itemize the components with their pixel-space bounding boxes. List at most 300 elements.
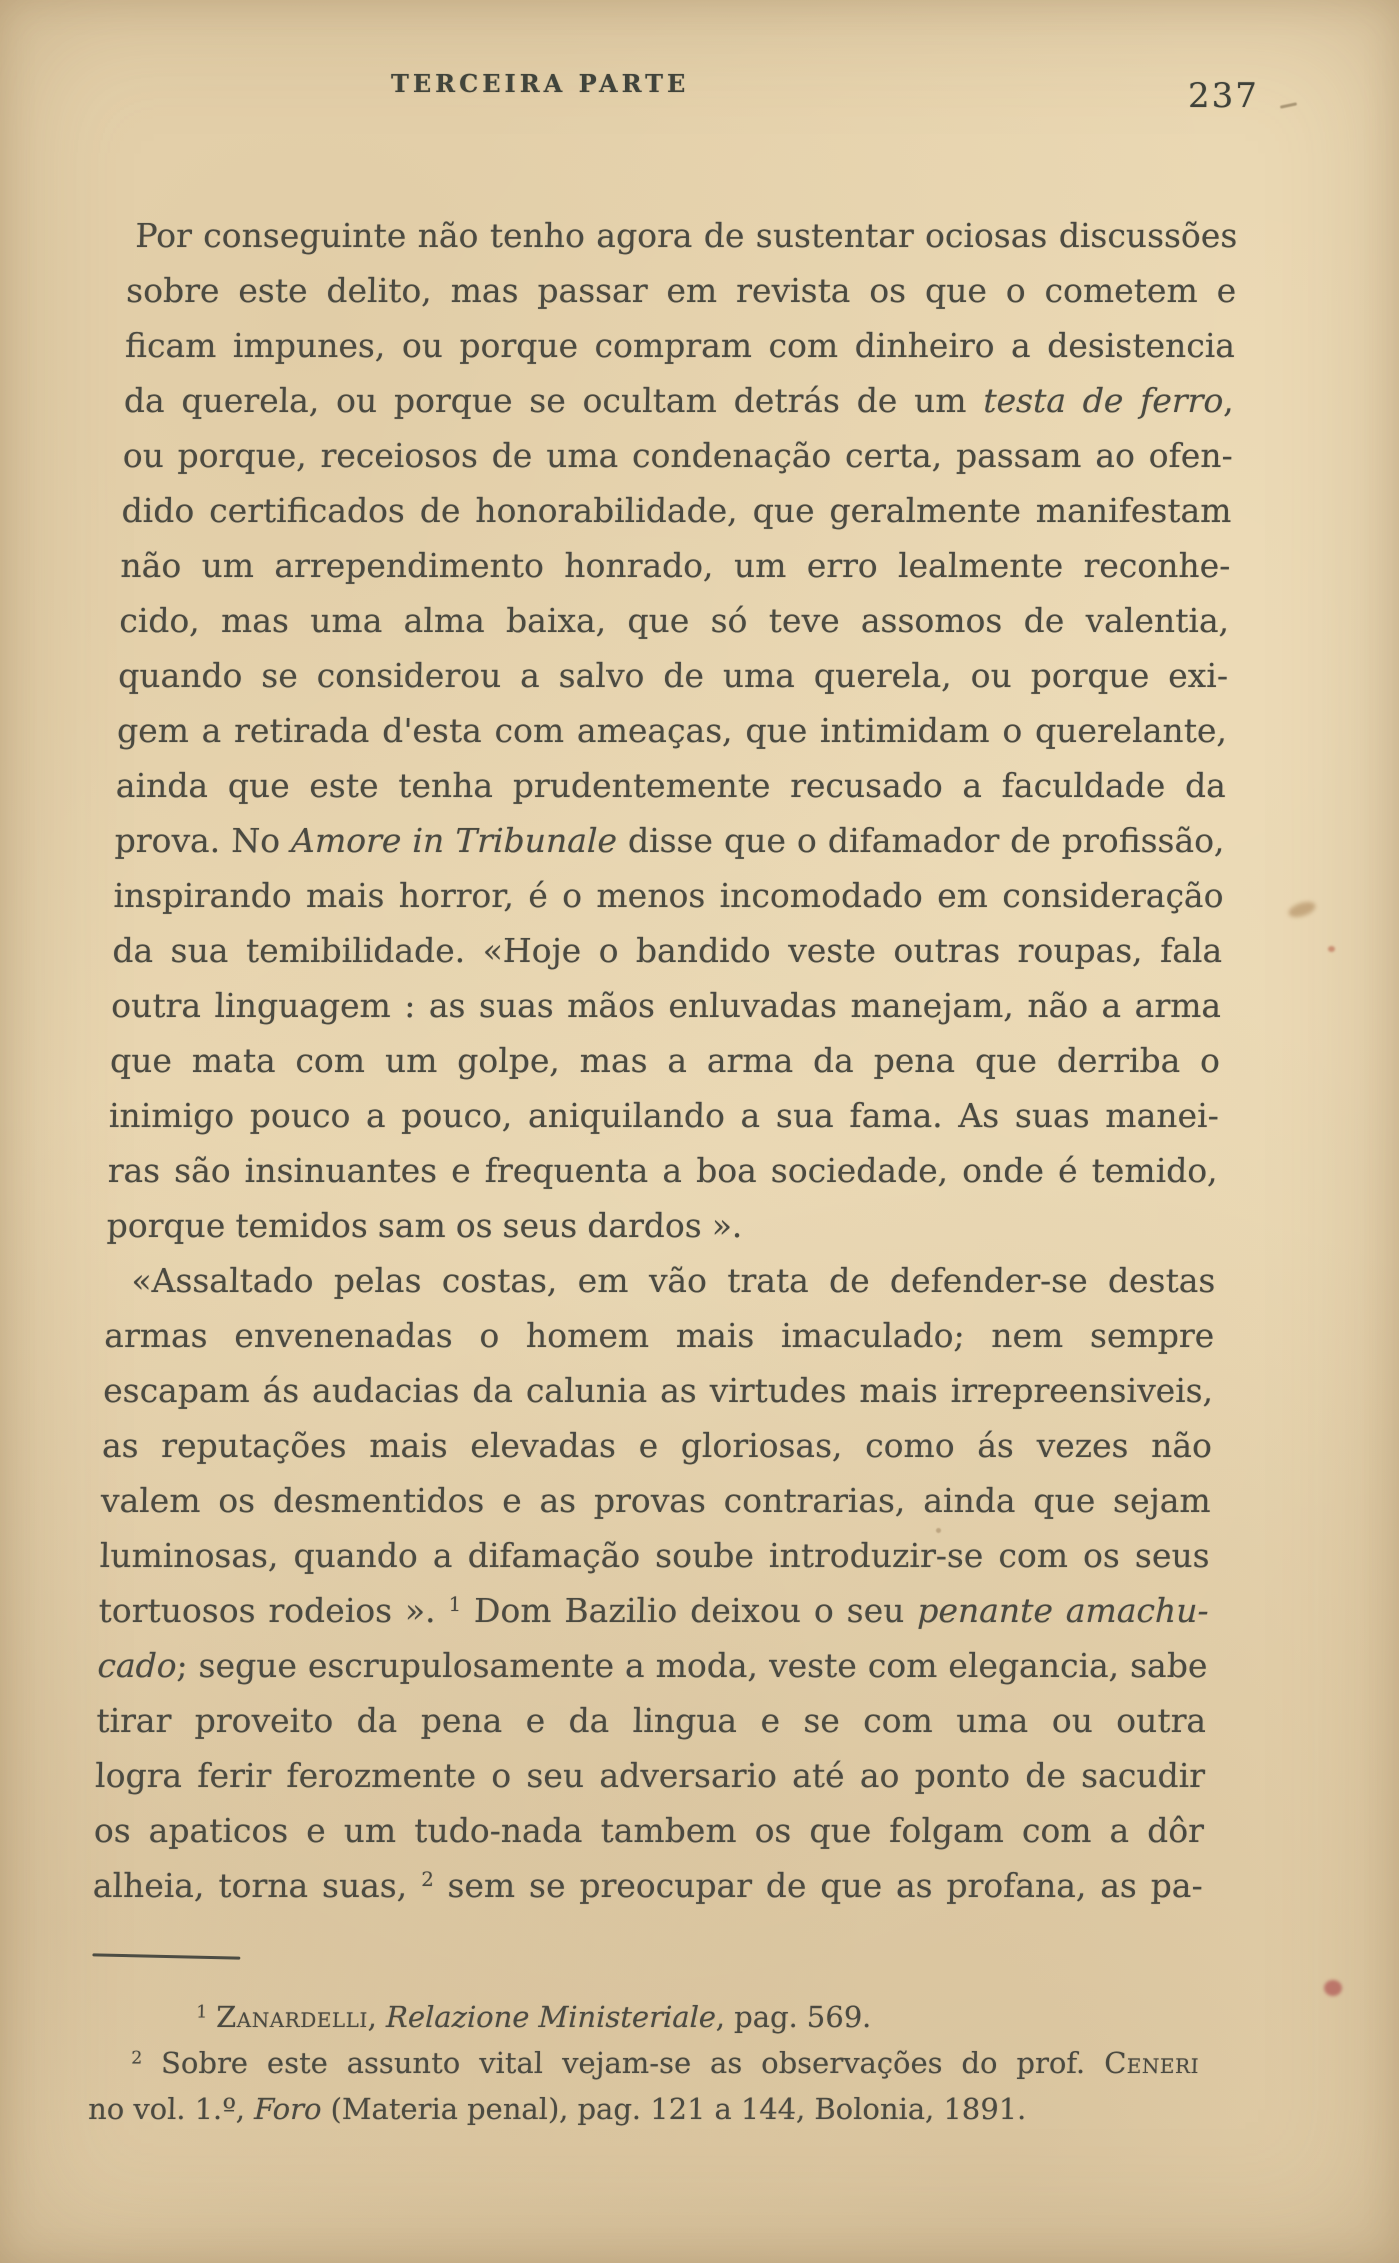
word: seu [846, 1591, 905, 1630]
word: os [93, 1811, 132, 1850]
word: honorabilidade, [474, 491, 739, 530]
word: profissão, [1061, 821, 1226, 860]
word: 1.º, [194, 2092, 246, 2126]
word: o [1002, 711, 1023, 750]
word: frequenta [484, 1151, 649, 1190]
word: : [403, 986, 416, 1025]
word: veste [768, 1646, 858, 1685]
word: dinheiro [854, 326, 996, 365]
footnote-separator [92, 1953, 240, 1959]
word: só [710, 601, 748, 640]
word: certificados [208, 491, 406, 530]
word: gem [116, 711, 190, 750]
word: mata [191, 1041, 277, 1080]
word: trata [726, 1261, 810, 1300]
word: sempre [1089, 1316, 1215, 1355]
word: sabe [1129, 1646, 1208, 1685]
word: observações [760, 2046, 943, 2080]
word: horror, [398, 876, 515, 915]
word: uma [309, 601, 383, 640]
word: reputações [160, 1426, 348, 1465]
word: certa, [844, 436, 943, 475]
word: consideração [1001, 876, 1225, 915]
word: costas, [441, 1261, 558, 1300]
word: impunes, [232, 326, 386, 365]
text-line [100, 1473, 1211, 1528]
word: a [740, 1096, 761, 1135]
word: elegancia, [948, 1646, 1120, 1685]
word: e [638, 1426, 659, 1465]
word: os [754, 1811, 792, 1850]
word [131, 2040, 143, 2086]
word: conseguinte [202, 216, 407, 255]
word: a [1109, 1811, 1130, 1850]
word: compram [594, 326, 753, 365]
word: As [958, 1096, 1000, 1135]
word: tenho [489, 216, 586, 255]
word: cido, [118, 601, 201, 640]
word: homem [525, 1316, 650, 1355]
text-line [113, 868, 1224, 923]
word: se [528, 1866, 567, 1905]
word: vejam-se [561, 2046, 692, 2080]
word: com [768, 326, 839, 365]
word: logra [94, 1756, 183, 1795]
word: roupas, [1017, 931, 1144, 970]
word: sem [447, 1866, 516, 1905]
word: de [828, 1261, 871, 1300]
word: faculdade [1001, 766, 1166, 805]
word: honrado, [563, 546, 715, 585]
word: sobre [125, 271, 220, 310]
text-line [102, 1418, 1213, 1473]
word: suas [1014, 1096, 1091, 1135]
word: da [1184, 766, 1227, 805]
word: ofen- [1148, 436, 1234, 475]
word: e [760, 1701, 781, 1740]
word: passar [537, 271, 649, 310]
text-line [106, 1198, 1217, 1253]
word: as [709, 2046, 743, 2080]
word: se [528, 381, 567, 420]
footnote-reference: 1 [195, 2002, 208, 2023]
word: mais [305, 876, 385, 915]
word: fama. [849, 1096, 944, 1135]
word: Por [135, 216, 193, 255]
text-line [108, 1088, 1219, 1143]
word: sua [775, 1096, 835, 1135]
word: irrepreensiveis, [950, 1371, 1214, 1410]
paper-stain [1328, 946, 1335, 952]
word: Tribunale [454, 821, 618, 860]
word: os [869, 271, 907, 310]
word: arrependimento [274, 546, 545, 585]
word: tortuosos [98, 1591, 257, 1630]
word: prudentemente [512, 766, 771, 805]
text-line [99, 1528, 1210, 1583]
word: o [1005, 271, 1027, 310]
word: ou [122, 436, 165, 475]
word: Ministeriale, [538, 2000, 726, 2034]
text-line [116, 703, 1227, 758]
word: outra [1115, 1701, 1207, 1740]
word: este [266, 2046, 329, 2080]
word [448, 1583, 462, 1638]
word: dido [121, 491, 195, 530]
footnote-line [88, 2086, 1199, 2132]
text-line [105, 1253, 1216, 1308]
word: as [895, 1866, 934, 1905]
word: o [479, 1316, 500, 1355]
word: outra [110, 986, 202, 1025]
text-line [110, 1033, 1221, 1088]
text-line [125, 318, 1236, 373]
word: ociosas [924, 216, 1048, 255]
word: intimidam [819, 711, 991, 750]
word: ainda [115, 766, 209, 805]
word: destas [1107, 1261, 1216, 1300]
word: torna [217, 1866, 309, 1905]
word: quando [293, 1536, 419, 1575]
text-line [98, 1583, 1209, 1638]
word: que [924, 271, 988, 310]
word: apaticos [148, 1811, 289, 1850]
word: nem [990, 1316, 1064, 1355]
word: (Materia [330, 2092, 459, 2126]
footnotes [88, 1994, 1201, 2132]
word: onde [961, 1151, 1045, 1190]
word: com [295, 1041, 366, 1080]
word: incomodado [719, 876, 924, 915]
word: que [1033, 1481, 1096, 1520]
word: prof. [1016, 2046, 1086, 2080]
word: pena [873, 1041, 956, 1080]
footnote-reference: 2 [131, 2048, 143, 2069]
word: com [494, 711, 565, 750]
text-block [88, 208, 1238, 2132]
word: o [1199, 1041, 1221, 1080]
word: se [803, 1701, 841, 1740]
word: manejam, [850, 986, 1015, 1025]
word: não [1150, 1426, 1213, 1465]
word: pouco [249, 1096, 351, 1135]
word: as [539, 1481, 577, 1520]
word: uma [722, 656, 796, 695]
word: sacudir [1080, 1756, 1206, 1795]
word: agora [595, 216, 693, 255]
word: teve [768, 601, 841, 640]
word: ocultam [582, 381, 718, 420]
word: é [1057, 1151, 1079, 1190]
word: ». [711, 1206, 743, 1245]
word: a [432, 1536, 454, 1575]
word: Foro [253, 2092, 322, 2126]
word: que [723, 821, 787, 860]
footnote-line [89, 2040, 1200, 2086]
page-number: 237 [1188, 76, 1259, 116]
word: vol. [132, 2092, 187, 2126]
word: o [796, 821, 818, 860]
word: e [305, 1811, 327, 1850]
word: porque [459, 326, 579, 365]
word: que [745, 711, 808, 750]
word: salvo [558, 656, 645, 695]
word: lealmente [897, 546, 1064, 585]
text-line [123, 373, 1234, 428]
word: tirar [95, 1701, 172, 1740]
word: que [752, 491, 816, 530]
word: delito, [326, 271, 433, 310]
text-line [97, 1638, 1208, 1693]
word: sam [377, 1206, 447, 1245]
word: introduzir-se [768, 1536, 984, 1575]
word: pelas [333, 1261, 423, 1300]
word: imaculado; [780, 1316, 966, 1355]
word: golpe, [456, 1041, 561, 1080]
word: ameaças, [576, 711, 734, 750]
word: veste [787, 931, 877, 970]
word: que [227, 766, 291, 805]
word: é [528, 876, 549, 915]
word: preocupar [579, 1866, 753, 1905]
paper-stain [1280, 102, 1297, 108]
word: e [501, 1481, 523, 1520]
word: ou [401, 326, 444, 365]
word: mais [859, 1371, 939, 1410]
word: o [813, 1591, 835, 1630]
word: valem [100, 1481, 202, 1520]
footnote-reference: 2 [421, 1868, 435, 1892]
word: temido, [1091, 1151, 1219, 1190]
word: pouco, [401, 1096, 513, 1135]
word: segue [198, 1646, 298, 1685]
word: elevadas [470, 1426, 617, 1465]
word: contrarias, [723, 1481, 906, 1520]
word: mas [450, 271, 520, 310]
word: tambem [600, 1811, 738, 1850]
word: in [412, 821, 445, 860]
word: a [624, 1646, 646, 1685]
text-line [92, 1858, 1203, 1913]
text-line [93, 1803, 1204, 1858]
word: ou [1051, 1701, 1094, 1740]
word: 121 [649, 2092, 706, 2126]
word: as [428, 986, 466, 1025]
word: testa [982, 381, 1067, 420]
word: pa- [1150, 1866, 1204, 1905]
word: ou [335, 381, 378, 420]
word: os [455, 1206, 494, 1245]
word: Bazilio [564, 1591, 678, 1630]
word: ás [976, 1426, 1015, 1465]
word: de [491, 436, 533, 475]
word: a [662, 1151, 683, 1190]
text-line [112, 923, 1223, 978]
word: bandido [635, 931, 772, 970]
word: de [1024, 1756, 1067, 1795]
word: menos [596, 876, 706, 915]
word: ponto [914, 1756, 1011, 1795]
paper-stain [1324, 1980, 1342, 1996]
word: pena [420, 1701, 503, 1740]
word: com [862, 1701, 934, 1740]
word: mais [675, 1316, 755, 1355]
word: difamador [827, 821, 1000, 860]
word: penante [916, 1591, 1054, 1630]
word: condenação [631, 436, 832, 475]
text-line [115, 758, 1226, 813]
word: a [962, 766, 983, 805]
word: da [812, 1041, 855, 1080]
word: as [659, 1371, 698, 1410]
word: vão [648, 1261, 708, 1300]
word: provas [593, 1481, 707, 1520]
word: audacias [311, 1371, 460, 1410]
word: dôr [1146, 1811, 1205, 1850]
word: da [356, 1701, 398, 1740]
word: porque, [177, 436, 308, 475]
word: com [867, 1646, 938, 1685]
word: defender-se [889, 1261, 1089, 1300]
word: exi- [1167, 656, 1229, 695]
word: um [343, 1811, 397, 1850]
text-line [104, 1308, 1215, 1363]
word: amachu- [1065, 1591, 1210, 1630]
word: revista [735, 271, 851, 310]
text-line [111, 978, 1222, 1033]
word: derriba [1056, 1041, 1181, 1080]
word: porque [393, 381, 514, 420]
word: desmentidos [272, 1481, 485, 1520]
word: recusado [789, 766, 944, 805]
word: disse [627, 821, 714, 860]
word: cado; [97, 1646, 189, 1685]
word: um [201, 546, 255, 585]
text-line [95, 1748, 1206, 1803]
word: querelante, [1034, 711, 1228, 750]
word: Dom [473, 1591, 553, 1630]
word: querela, [181, 381, 320, 420]
word: arma [1134, 986, 1222, 1025]
word: Zanardelli, [215, 2000, 378, 2034]
word: virtudes [709, 1371, 848, 1410]
word: de [765, 1866, 807, 1905]
word: linguagem [214, 986, 392, 1025]
word: cometem [1044, 271, 1199, 310]
word: ferozmente [286, 1756, 477, 1795]
word: da [568, 1701, 610, 1740]
word [421, 1858, 435, 1913]
text-line [122, 428, 1233, 483]
text-line [103, 1363, 1214, 1418]
word: de [662, 656, 705, 695]
text-line [127, 208, 1238, 263]
word: enluvadas [668, 986, 838, 1025]
word: quando [117, 656, 243, 695]
word: aniquilando [527, 1096, 726, 1135]
word: luminosas, [99, 1536, 279, 1575]
word: mas [579, 1041, 649, 1080]
word: insinuantes [244, 1151, 438, 1190]
word: vezes [1036, 1426, 1130, 1465]
word: ao [859, 1756, 900, 1795]
word: d'esta [381, 711, 483, 750]
word: desistencia [1046, 326, 1236, 365]
word: ou [970, 656, 1013, 695]
word: alheia, [92, 1866, 206, 1905]
text-line [119, 593, 1230, 648]
word: retirada [233, 711, 370, 750]
word: ainda [922, 1481, 1017, 1520]
word: querela, [813, 656, 953, 695]
word: seu [526, 1756, 585, 1795]
word: o [598, 931, 620, 970]
word: penal), [466, 2092, 569, 2126]
word: mãos [566, 986, 656, 1025]
word: um [733, 546, 787, 585]
word: a [1010, 326, 1032, 365]
word: fala [1159, 931, 1223, 970]
word: erro [806, 546, 879, 585]
word: «Hoje [482, 931, 582, 970]
word: assunto [346, 2046, 461, 2080]
footnote-reference: 1 [448, 1593, 462, 1617]
word: a [519, 656, 541, 695]
word: valentia, [1085, 601, 1230, 640]
word: porque [106, 1206, 226, 1245]
word: arma [706, 1041, 794, 1080]
word: da [123, 381, 166, 420]
word: pag. [577, 2092, 642, 2126]
word: ficam [124, 326, 217, 365]
word: reconhe- [1083, 546, 1231, 585]
word: da [471, 1371, 514, 1410]
word: lingua [632, 1701, 738, 1740]
word: que [627, 601, 690, 640]
running-header-title: TERCEIRA PARTE [391, 69, 690, 98]
word: escapam [102, 1371, 251, 1410]
text-line [107, 1143, 1218, 1198]
word: profana, [946, 1866, 1087, 1905]
word: ras [107, 1151, 161, 1190]
word: uma [955, 1701, 1029, 1740]
word: mais [368, 1426, 449, 1465]
word: em [936, 876, 989, 915]
text-line [126, 263, 1237, 318]
word: do [961, 2046, 998, 2080]
word: ferir [196, 1756, 272, 1795]
word: passam [955, 436, 1083, 475]
word: dardos [586, 1206, 703, 1245]
word: 1891. [943, 2092, 1027, 2126]
word: vital [478, 2046, 544, 2080]
word: manifestam [1035, 491, 1233, 530]
word: discussões [1058, 216, 1238, 255]
word: com [1021, 1811, 1093, 1850]
word: que [809, 1811, 872, 1850]
word: de [1023, 601, 1065, 640]
word: Amore [290, 821, 402, 860]
word: assomos [860, 601, 1003, 640]
word: de [856, 381, 898, 420]
word: este [308, 766, 380, 805]
word: temidos [234, 1206, 369, 1245]
word: Relazione [385, 2000, 530, 2034]
word: receiosos [320, 436, 479, 475]
word: porque [1030, 656, 1150, 695]
word: o [561, 876, 583, 915]
paragraph [106, 208, 1238, 1253]
